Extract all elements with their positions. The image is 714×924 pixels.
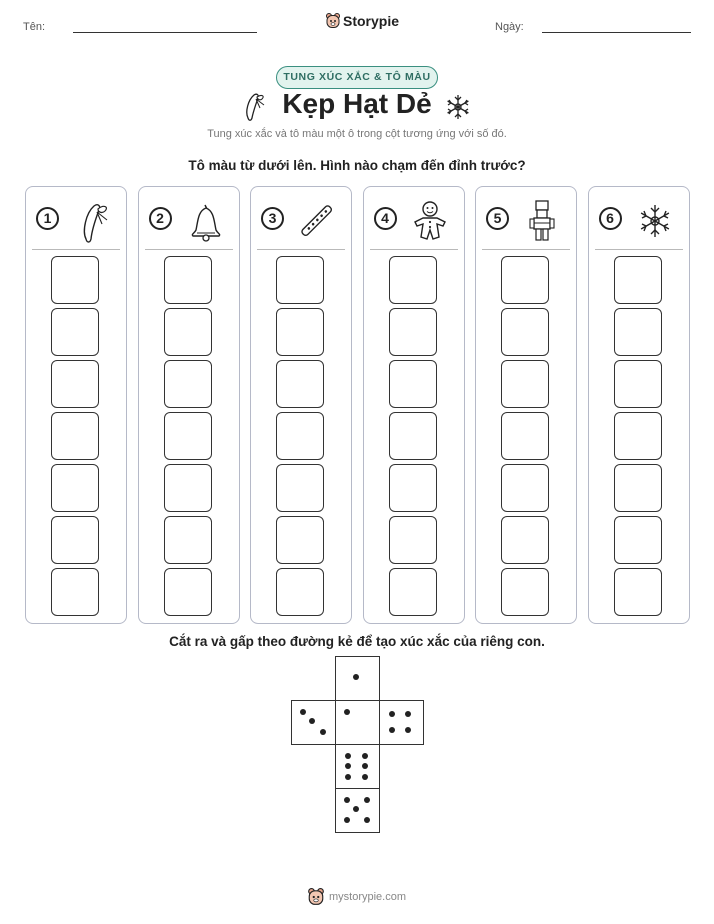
column-divider xyxy=(257,249,345,250)
column-number: 5 xyxy=(486,207,509,230)
pip xyxy=(405,711,411,717)
pip xyxy=(364,817,370,823)
color-box[interactable] xyxy=(276,308,324,356)
pip xyxy=(344,817,350,823)
column-divider xyxy=(370,249,458,250)
pip xyxy=(345,753,351,759)
color-box[interactable] xyxy=(164,256,212,304)
pip xyxy=(300,709,306,715)
color-box[interactable] xyxy=(164,516,212,564)
pip xyxy=(353,806,359,812)
column-divider xyxy=(482,249,570,250)
color-box[interactable] xyxy=(389,412,437,460)
color-box[interactable] xyxy=(614,568,662,616)
color-box[interactable] xyxy=(51,568,99,616)
column-number: 1 xyxy=(36,207,59,230)
column-number: 4 xyxy=(374,207,397,230)
snowflake-icon xyxy=(444,93,472,121)
color-box[interactable] xyxy=(51,464,99,512)
pip xyxy=(320,729,326,735)
column-3 xyxy=(250,186,352,624)
activity-badge: TUNG XÚC XẮC & TÔ MÀU xyxy=(276,66,438,89)
column-4 xyxy=(363,186,465,624)
pip xyxy=(344,797,350,803)
color-box[interactable] xyxy=(276,464,324,512)
die-face-center xyxy=(335,700,380,745)
pip xyxy=(405,727,411,733)
color-box[interactable] xyxy=(501,568,549,616)
nutcracker-icon xyxy=(522,199,562,243)
column-divider xyxy=(595,249,683,250)
cut-instruction: Cắt ra và gấp theo đường kẻ để tạo xúc xắc của riêng con. xyxy=(169,634,545,649)
pip xyxy=(362,753,368,759)
color-box[interactable] xyxy=(164,360,212,408)
color-box[interactable] xyxy=(389,256,437,304)
die-face-5 xyxy=(335,788,380,833)
color-box[interactable] xyxy=(501,464,549,512)
die-face-4 xyxy=(379,700,424,745)
color-box[interactable] xyxy=(501,256,549,304)
date-line[interactable] xyxy=(542,32,691,33)
pip xyxy=(309,718,315,724)
pip xyxy=(362,763,368,769)
color-box[interactable] xyxy=(164,308,212,356)
snowflake-icon xyxy=(635,199,675,243)
die-face-6 xyxy=(335,744,380,789)
name-label: Tên: xyxy=(23,21,46,33)
color-box[interactable] xyxy=(276,360,324,408)
color-box[interactable] xyxy=(614,256,662,304)
color-box[interactable] xyxy=(51,516,99,564)
footer xyxy=(0,888,714,906)
color-box[interactable] xyxy=(276,568,324,616)
dice-net xyxy=(291,656,426,836)
color-box[interactable] xyxy=(51,412,99,460)
color-box[interactable] xyxy=(389,568,437,616)
color-box[interactable] xyxy=(389,464,437,512)
color-box[interactable] xyxy=(276,516,324,564)
color-box[interactable] xyxy=(614,464,662,512)
instructions: Tung xúc xắc và tô màu một ô trong cột tương ứng với số đó. xyxy=(207,128,507,140)
color-box[interactable] xyxy=(389,516,437,564)
color-box[interactable] xyxy=(389,360,437,408)
color-box[interactable] xyxy=(501,412,549,460)
color-box[interactable] xyxy=(614,412,662,460)
page-title: Kẹp Hạt Dẻ xyxy=(282,88,432,119)
bear-icon xyxy=(308,888,324,906)
column-number: 2 xyxy=(149,207,172,230)
pip xyxy=(362,774,368,780)
pip xyxy=(344,709,350,715)
pip xyxy=(345,763,351,769)
color-box[interactable] xyxy=(614,516,662,564)
color-box[interactable] xyxy=(501,308,549,356)
column-divider xyxy=(32,249,120,250)
storypie-logo xyxy=(326,13,399,29)
color-box[interactable] xyxy=(276,412,324,460)
flute-icon xyxy=(297,199,337,243)
column-5 xyxy=(475,186,577,624)
pip xyxy=(345,774,351,780)
ballet-slipper-icon xyxy=(72,199,112,243)
die-face-1 xyxy=(335,656,380,701)
color-box[interactable] xyxy=(164,412,212,460)
column-number: 6 xyxy=(599,207,622,230)
color-box[interactable] xyxy=(501,360,549,408)
pip xyxy=(389,727,395,733)
brand-name: Storypie xyxy=(343,13,400,29)
pip xyxy=(353,674,359,680)
name-line[interactable] xyxy=(73,32,257,33)
color-box[interactable] xyxy=(614,308,662,356)
column-2 xyxy=(138,186,240,624)
color-box[interactable] xyxy=(614,360,662,408)
bear-icon xyxy=(326,13,340,29)
question: Tô màu từ dưới lên. Hình nào chạm đến đỉnh trước? xyxy=(188,158,526,173)
color-box[interactable] xyxy=(164,464,212,512)
color-box[interactable] xyxy=(164,568,212,616)
footer-url[interactable]: mystorypie.com xyxy=(328,891,407,903)
pip xyxy=(364,797,370,803)
column-6 xyxy=(588,186,690,624)
color-box[interactable] xyxy=(51,360,99,408)
color-box[interactable] xyxy=(276,256,324,304)
color-box[interactable] xyxy=(389,308,437,356)
gingerbread-man-icon xyxy=(410,199,450,243)
column-divider xyxy=(145,249,233,250)
column-number: 3 xyxy=(261,207,284,230)
column-1 xyxy=(25,186,127,624)
bell-icon xyxy=(185,199,225,243)
color-box[interactable] xyxy=(501,516,549,564)
color-box[interactable] xyxy=(51,308,99,356)
pip xyxy=(389,711,395,717)
color-box[interactable] xyxy=(51,256,99,304)
date-label: Ngày: xyxy=(495,21,524,33)
die-face-3 xyxy=(291,700,336,745)
